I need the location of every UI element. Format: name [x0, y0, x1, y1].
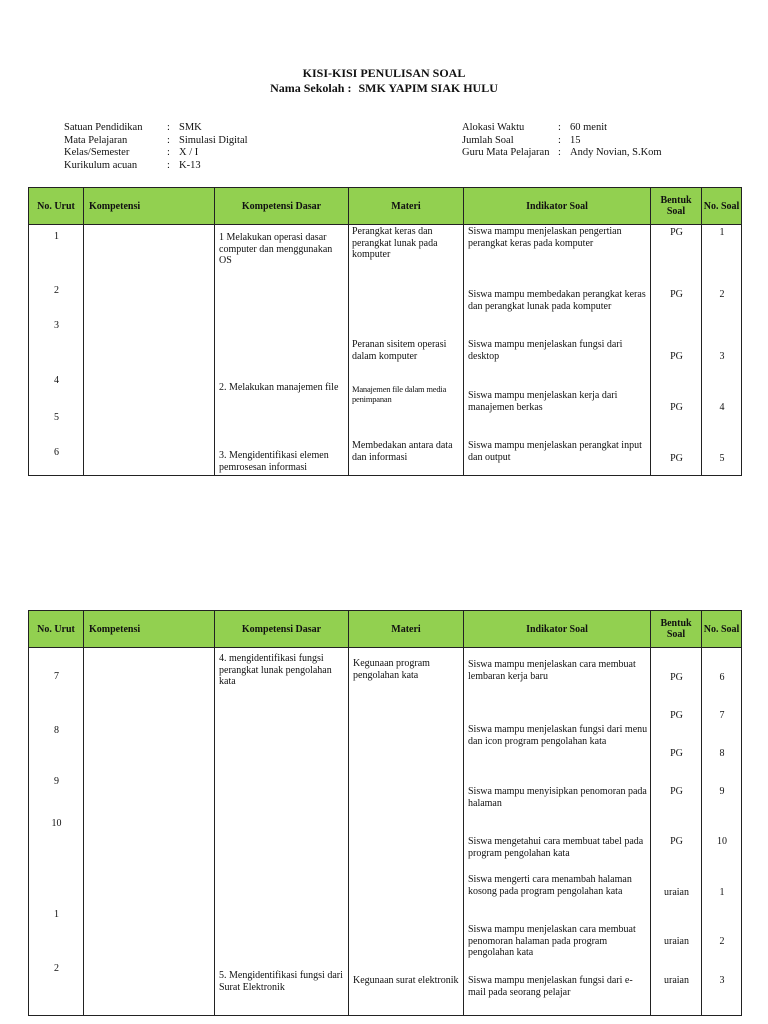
bentuk-soal: PG — [670, 227, 683, 238]
no-urut: 10 — [51, 818, 62, 829]
no-urut-cell — [29, 225, 84, 476]
indikator-text: Siswa mampu menjelaskan perangkat input dan output — [468, 440, 642, 463]
indikator-text: Siswa mampu menjelaskan fungsi dari desktop — [468, 339, 623, 362]
col-header-kompetensi: Kompetensi — [84, 611, 215, 648]
bentuk-soal: PG — [670, 786, 683, 797]
indikator-text: Siswa mampu membedakan perangkat keras dan perangkat lunak pada komputer — [468, 289, 646, 312]
info-row — [462, 147, 662, 160]
info-row — [462, 135, 662, 148]
table-body-row — [29, 225, 742, 476]
info-label: Kurikulum acuan — [64, 159, 138, 171]
col-header-indikator: Indikator Soal — [464, 188, 651, 225]
no-urut: 6 — [54, 447, 59, 458]
info-colon: : — [558, 147, 561, 158]
info-value: SMK — [179, 122, 202, 133]
info-row — [64, 135, 248, 148]
table-header-row — [29, 188, 742, 225]
info-right — [462, 122, 662, 160]
bentuk-soal: PG — [670, 672, 683, 683]
materi-text: Peranan sisitem operasi dalam komputer — [352, 339, 447, 362]
col-header-materi: Materi — [349, 611, 464, 648]
no-soal: 2 — [719, 936, 725, 947]
info-colon: : — [167, 134, 170, 146]
bentuk-soal: PG — [670, 453, 683, 464]
kompetensi-cell — [84, 225, 215, 476]
materi-cell — [349, 225, 464, 476]
info-label: Alokasi Waktu — [462, 122, 525, 133]
info-label: Mata Pelajaran — [64, 134, 128, 146]
materi-text: Perangkat keras dan perangkat lunak pada komputer — [352, 226, 438, 260]
no-soal: 5 — [719, 453, 725, 464]
no-soal: 3 — [719, 975, 725, 986]
no-urut-cell — [29, 648, 84, 1016]
no-soal: 1 — [719, 227, 725, 238]
info-colon: : — [167, 159, 170, 171]
bentuk-soal: PG — [670, 710, 683, 721]
bentuk-soal-cell — [651, 648, 702, 1016]
indikator-text: Siswa mampu menjelaskan kerja dari manajemen berkas — [468, 390, 618, 413]
info-value: 60 menit — [570, 122, 608, 133]
indikator-text: Siswa mampu menjelaskan cara membuat penomoran halaman pada program pengolahan kata — [468, 924, 636, 958]
info-value: 15 — [570, 134, 581, 146]
indikator-text: Siswa mampu menjelaskan cara membuat lembaran kerja baru — [468, 659, 636, 682]
info-colon: : — [167, 147, 170, 158]
materi-cell — [349, 648, 464, 1016]
bentuk-soal: uraian — [664, 936, 689, 947]
bentuk-soal: PG — [670, 402, 683, 413]
info-row — [64, 160, 248, 173]
no-soal: 4 — [719, 402, 725, 413]
info-label: Kelas/Semester — [64, 147, 130, 158]
col-header-no-soal: No. Soal — [702, 611, 742, 648]
no-soal: 3 — [719, 351, 725, 362]
indikator-text: Siswa mampu menjelaskan fungsi dari e-mail pada seorang pelajar — [468, 975, 633, 998]
school-name: SMK YAPIM SIAK HULU — [358, 81, 498, 95]
kompetensi-dasar-cell — [215, 225, 349, 476]
kisi-table-2 — [28, 610, 742, 1016]
no-urut: 3 — [54, 320, 59, 331]
info-colon: : — [167, 122, 170, 133]
indikator-text: Siswa mampu menjelaskan fungsi dari menu dan icon program pengolahan kata — [468, 724, 648, 747]
kd-text: 3. Mengidentifikasi elemen pemrosesan informasi — [219, 450, 329, 473]
col-header-kompetensi-dasar: Kompetensi Dasar — [215, 611, 349, 648]
col-header-no-urut: No. Urut — [29, 611, 84, 648]
no-urut: 8 — [54, 725, 59, 736]
bentuk-soal: uraian — [664, 887, 689, 898]
school-line — [0, 81, 768, 96]
bentuk-soal-cell — [651, 225, 702, 476]
indikator-text: Siswa mampu menyisipkan penomoran pada halaman — [468, 786, 647, 809]
table-header-row — [29, 611, 742, 648]
col-header-no-urut: No. Urut — [29, 188, 84, 225]
info-value: Andy Novian, S.Kom — [570, 147, 662, 158]
indikator-cell — [464, 648, 651, 1016]
no-soal: 8 — [719, 748, 725, 759]
info-row — [64, 122, 248, 135]
bentuk-soal: PG — [670, 289, 683, 300]
no-soal: 7 — [719, 710, 725, 721]
info-row — [462, 122, 662, 135]
bentuk-soal: PG — [670, 836, 683, 847]
info-value: K-13 — [179, 159, 201, 171]
kompetensi-dasar-cell — [215, 648, 349, 1016]
no-soal: 1 — [719, 887, 725, 898]
info-colon: : — [558, 134, 561, 146]
no-urut: 4 — [54, 375, 59, 386]
indikator-text: Siswa mengerti cara menambah halaman kosong pada program pengolahan kata — [468, 874, 632, 897]
kd-text: 1 Melakukan operasi dasar computer dan menggunakan OS — [219, 232, 333, 266]
no-soal: 10 — [717, 836, 727, 847]
col-header-bentuk-soal: Bentuk Soal — [651, 188, 702, 225]
col-header-kompetensi: Kompetensi — [84, 188, 215, 225]
kd-text: 5. Mengidentifikasi fungsi dari Surat Elektronik — [219, 970, 343, 993]
info-left — [64, 122, 248, 172]
indikator-text: Siswa mampu menjelaskan pengertian perangkat keras pada komputer — [468, 226, 622, 249]
kd-text: 4. mengidentifikasi fungsi perangkat lunak pengolahan kata — [219, 653, 332, 687]
no-soal: 2 — [719, 289, 725, 300]
indikator-cell — [464, 225, 651, 476]
col-header-kompetensi-dasar: Kompetensi Dasar — [215, 188, 349, 225]
no-urut: 1 — [54, 909, 59, 920]
col-header-bentuk-soal: Bentuk Soal — [651, 611, 702, 648]
bentuk-soal: uraian — [664, 975, 689, 986]
materi-text: Manajemen file dalam media penimpanan — [352, 384, 447, 404]
no-soal-cell — [702, 648, 742, 1016]
info-value: Simulasi Digital — [179, 134, 248, 146]
no-urut: 5 — [54, 412, 59, 423]
info-colon: : — [558, 122, 561, 133]
info-label: Satuan Pendidikan — [64, 122, 143, 133]
indikator-text: Siswa mengetahui cara membuat tabel pada program pengolahan kata — [468, 836, 644, 859]
school-label: Nama Sekolah : — [270, 81, 352, 95]
no-urut: 2 — [54, 963, 59, 974]
info-label: Guru Mata Pelajaran — [462, 147, 550, 158]
col-header-no-soal: No. Soal — [702, 188, 742, 225]
materi-text: Kegunaan program pengolahan kata — [353, 658, 430, 681]
document-title: KISI-KISI PENULISAN SOAL — [302, 66, 466, 80]
info-row — [64, 147, 248, 160]
col-header-indikator: Indikator Soal — [464, 611, 651, 648]
no-urut: 2 — [54, 285, 59, 296]
no-soal: 9 — [719, 786, 725, 797]
info-label: Jumlah Soal — [462, 134, 514, 146]
no-soal: 6 — [719, 672, 725, 683]
kompetensi-cell — [84, 648, 215, 1016]
bentuk-soal: PG — [670, 748, 683, 759]
no-urut: 7 — [54, 671, 59, 682]
bentuk-soal: PG — [670, 351, 683, 362]
kd-text: 2. Melakukan manajemen file — [219, 382, 339, 393]
table-body-row — [29, 648, 742, 1016]
no-urut: 9 — [54, 776, 59, 787]
kisi-table-1 — [28, 187, 742, 476]
materi-text: Kegunaan surat elektronik — [353, 975, 459, 986]
no-urut: 1 — [54, 231, 59, 242]
no-soal-cell — [702, 225, 742, 476]
info-value: X / I — [179, 147, 199, 158]
materi-text: Membedakan antara data dan informasi — [352, 440, 453, 463]
col-header-materi: Materi — [349, 188, 464, 225]
